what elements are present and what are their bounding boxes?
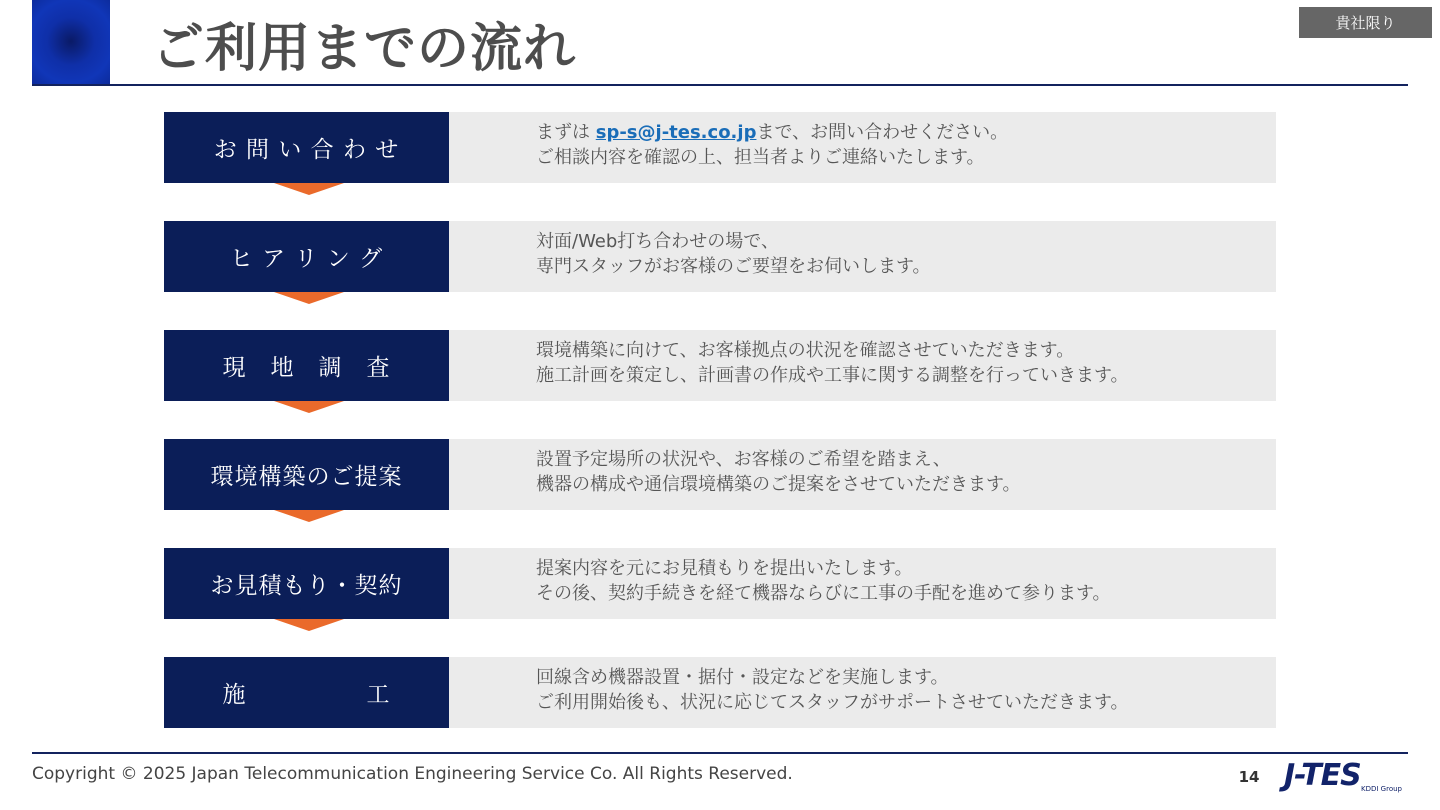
step-desc-line2: 専門スタッフがお客様のご要望をお伺いします。 — [536, 256, 931, 277]
footer-divider — [32, 752, 1408, 754]
step-description — [449, 439, 1276, 510]
down-arrow-icon — [274, 292, 344, 304]
step-label: 現 地 調 査 — [164, 330, 449, 401]
step-description — [449, 657, 1276, 728]
page-number: 14 — [1238, 768, 1260, 786]
step-label: 環境構築のご提案 — [164, 439, 449, 510]
step-hearing — [164, 221, 1276, 292]
step-desc-line1: 回線含め機器設置・据付・設定などを実施します。 — [536, 667, 949, 688]
step-inquiry — [164, 112, 1276, 183]
step-desc-line1: 設置予定場所の状況や、お客様のご希望を踏まえ、 — [536, 449, 951, 470]
step-label: ヒ ア リ ン グ — [164, 221, 449, 292]
logo-text: J-TES — [1284, 758, 1361, 793]
page-title: ご利用までの流れ — [152, 19, 577, 79]
step-description — [449, 112, 1276, 183]
email-link[interactable]: sp-s@j-tes.co.jp — [595, 122, 757, 143]
step-site-survey — [164, 330, 1276, 401]
step-label: 施 工 — [164, 657, 449, 728]
step-desc-line1: 環境構築に向けて、お客様拠点の状況を確認させていただきます。 — [536, 340, 1075, 361]
step-desc-suffix: まで、お問い合わせください。 — [756, 122, 1009, 143]
step-desc-prefix: まずは — [536, 122, 596, 143]
step-desc-line2: その後、契約手続きを経て機器ならびに工事の手配を進めて参ります。 — [536, 583, 1111, 604]
step-construction — [164, 657, 1276, 728]
step-desc-line2: 機器の構成や通信環境構築のご提案をさせていただきます。 — [536, 474, 1021, 495]
step-label: お 問 い 合 わ せ — [164, 112, 449, 183]
down-arrow-icon — [274, 183, 344, 195]
step-desc-line2: ご利用開始後も、状況に応じてスタッフがサポートさせていただきます。 — [536, 692, 1129, 713]
step-description — [449, 330, 1276, 401]
step-proposal — [164, 439, 1276, 510]
step-desc-line1: 対面/Web打ち合わせの場で、 — [536, 231, 779, 252]
step-description — [449, 221, 1276, 292]
company-logo — [1284, 760, 1406, 796]
logo-subtext: KDDI Group — [1361, 785, 1402, 793]
step-estimate-contract — [164, 548, 1276, 619]
copyright-text: Copyright © 2025 Japan Telecommunication Engineering Service Co. All Rights Reserved. — [32, 764, 793, 784]
step-desc-line1: 提案内容を元にお見積もりを提出いたします。 — [536, 558, 913, 579]
down-arrow-icon — [274, 619, 344, 631]
down-arrow-icon — [274, 510, 344, 522]
confidential-badge: 貴社限り — [1299, 7, 1432, 38]
step-desc-line2: ご相談内容を確認の上、担当者よりご連絡いたします。 — [536, 147, 985, 168]
step-desc-line1 — [536, 120, 1276, 145]
step-desc-line2: 施工計画を策定し、計画書の作成や工事に関する調整を行っていきます。 — [536, 365, 1129, 386]
step-description — [449, 548, 1276, 619]
down-arrow-icon — [274, 401, 344, 413]
step-label: お見積もり・契約 — [164, 548, 449, 619]
